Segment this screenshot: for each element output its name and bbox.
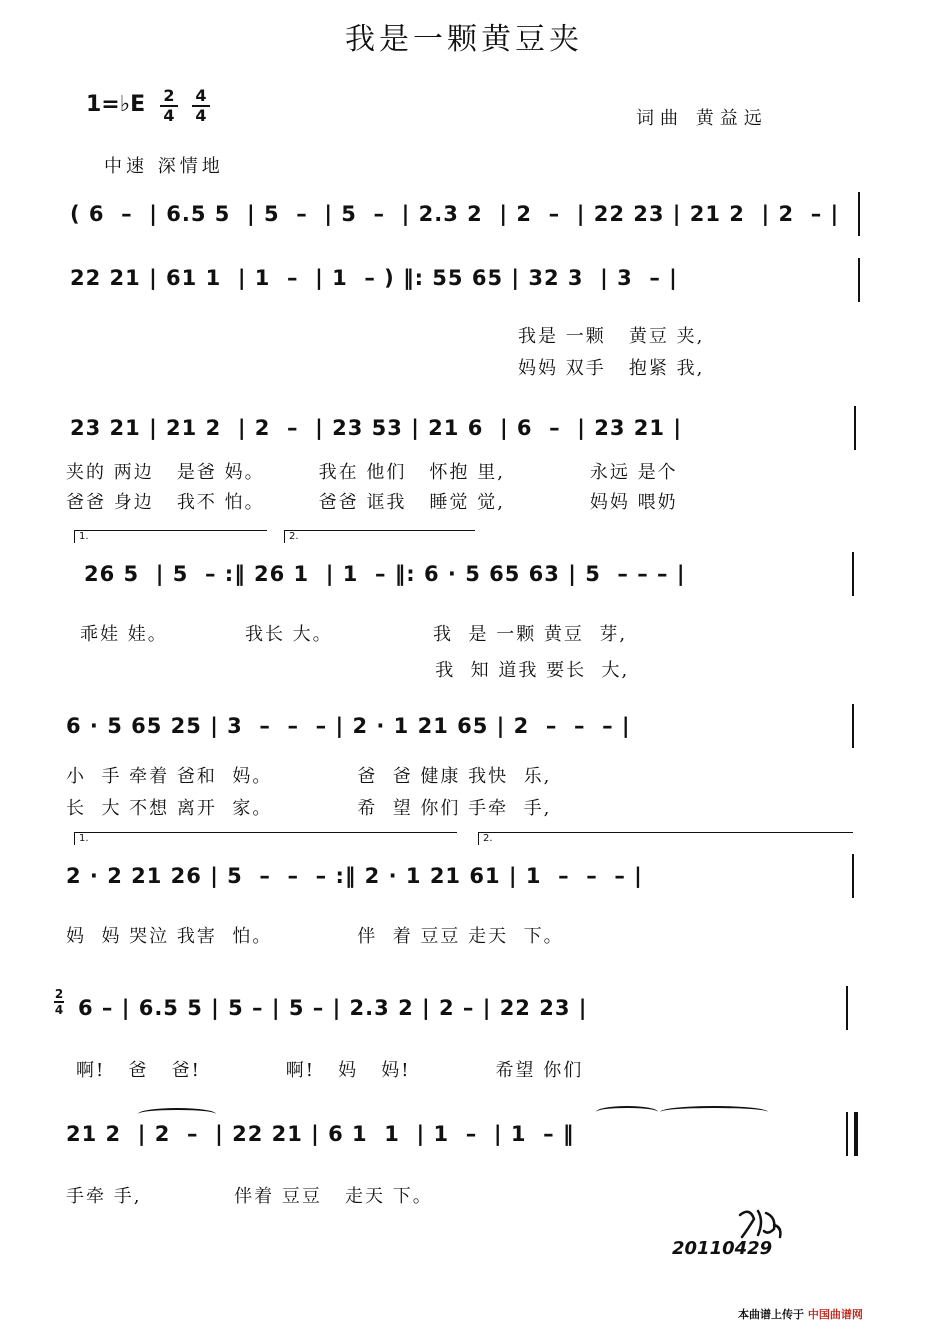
volta-2: 2. [478,832,853,845]
meter-2-4: $\frac{2}{4}$ [54,987,64,1017]
key-signature: 1=♭E [86,92,146,117]
time-signatures [158,88,222,125]
lyric-row-4-verse-2: 我 知 道我 要长 大, [80,660,630,681]
barline [858,258,860,302]
lyric-row-3-verse-2: 爸爸 身边 我不 怕。 爸爸 诓我 睡觉 觉, 妈妈 喂奶 [66,492,678,513]
volta-1: 1. [74,832,457,845]
lyric-row-2-verse-1: 我是 一颗 黄豆 夹, [518,326,705,347]
slur [138,1108,216,1120]
lyric-row-5-verse-2: 长 大 不想 离开 家。 希 望 你们 手牵 手, [66,798,552,819]
tempo-marking: 中速 深情地 [104,156,224,177]
final-barline [846,1112,858,1156]
barline [852,854,854,898]
volta-1: 1. [74,530,267,543]
notation-row-7: 6 – | 6.5 5 | 5 – | 5 – | 2.3 2 | 2 – | 22 23 | [78,996,588,1020]
notation-row-2: 22 21 | 61 1 | 1 – | 1 – ) ‖: 55 65 | 32 3 | 3 – | [70,266,678,290]
slur [660,1106,768,1118]
footer-brand-logo: 中国曲谱网 [807,1308,863,1321]
barline [852,704,854,748]
notation-row-8: 21 2 | 2 – | 22 21 | 6 1 1 | 1 – | 1 – ‖ [66,1122,575,1146]
signature-date: 20110429 [672,1238,773,1259]
barline [854,406,856,450]
source-footer [738,1306,863,1322]
barline [858,192,860,236]
lyric-row-3-verse-1: 夹的 两边 是爸 妈。 我在 他们 怀抱 里, 永远 是个 [66,462,678,483]
lyric-row-6-verse-1: 妈 妈 哭泣 我害 怕。 伴 着 豆豆 走天 下。 [66,926,564,947]
lyric-row-8-verse-1: 手牵 手, 伴着 豆豆 走天 下。 [66,1186,433,1207]
meter-change [52,988,76,1018]
barline [846,986,848,1030]
barline [852,552,854,596]
meter-2-4: $\frac{2}{4}$ [158,88,180,124]
notation-row-1: ( 6 – | 6.5 5 | 5 – | 5 – | 2.3 2 | 2 – | 22 23 | 21 2 | 2 – | [70,202,840,226]
song-title: 我是一颗黄豆夹 [345,22,583,57]
lyric-row-7-verse-1: 啊! 爸 爸! 啊! 妈 妈! 希望 你们 [76,1060,584,1081]
notation-row-4: 26 5 | 5 – :‖ 26 1 | 1 – ‖: 6 · 5 65 63 | 5 – – – | [84,562,686,586]
volta-2: 2. [284,530,475,543]
lyric-row-2-verse-2: 妈妈 双手 抱紧 我, [518,358,705,379]
footer-prefix: 本曲谱上传于 [738,1308,804,1321]
slur [596,1106,658,1118]
lyric-row-4-verse-1: 乖娃 娃。 我长 大。 我 是 一颗 黄豆 芽, [80,624,628,645]
composer-credit: 词曲 黄益远 [636,108,768,129]
notation-row-5: 6 · 5 65 25 | 3 – – – | 2 · 1 21 65 | 2 – – – | [66,714,631,738]
notation-row-6: 2 · 2 21 26 | 5 – – – :‖ 2 · 1 21 61 | 1 – – – | [66,864,643,888]
notation-row-3: 23 21 | 21 2 | 2 – | 23 53 | 21 6 | 6 – | 23 21 | [70,416,683,440]
lyric-row-5-verse-1: 小 手 牵着 爸和 妈。 爸 爸 健康 我快 乐, [66,766,552,787]
meter-4-4: $\frac{4}{4}$ [190,88,212,124]
